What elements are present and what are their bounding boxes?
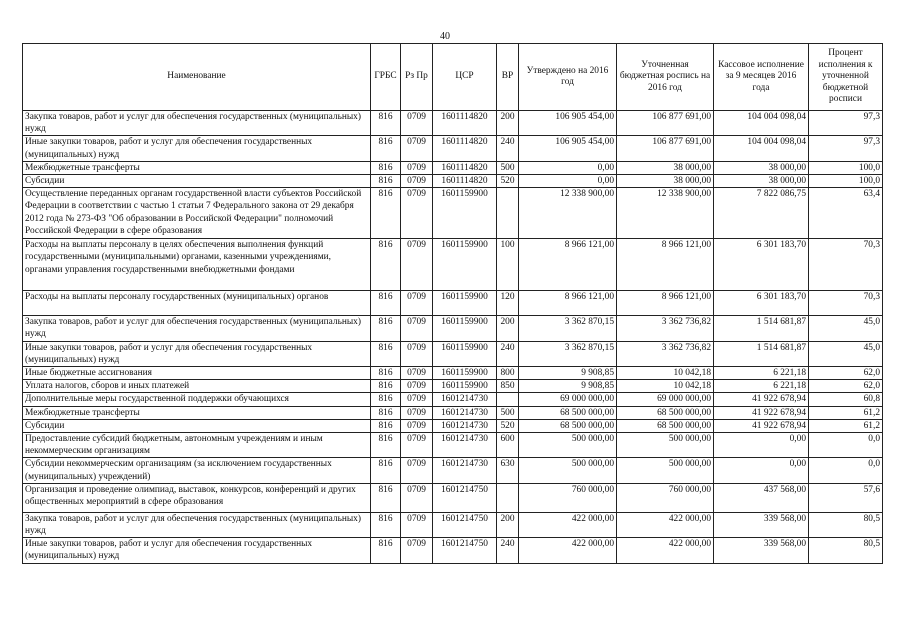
cell-percent: 61,2 [809, 406, 883, 419]
cell-approved: 9 908,85 [519, 380, 617, 393]
cell-percent: 0,0 [809, 458, 883, 483]
table-row [23, 433, 883, 458]
table-row [23, 316, 883, 341]
cell-vr: 200 [497, 111, 519, 136]
cell-name: Расходы на выплаты персоналу государственных (муниципальных) органов [23, 291, 371, 316]
cell-name: Субсидии некоммерческим организациям (за исключением государственных (муниципальных) учреждений) [23, 458, 371, 483]
cell-csr: 1601159900 [433, 291, 497, 316]
cell-name: Уплата налогов, сборов и иных платежей [23, 380, 371, 393]
cell-grbs: 816 [371, 393, 401, 406]
cell-percent: 97,3 [809, 136, 883, 161]
cell-cash: 6 221,18 [714, 367, 809, 380]
cell-revised: 760 000,00 [617, 483, 714, 512]
header-name: Наименование [23, 44, 371, 111]
cell-percent: 62,0 [809, 380, 883, 393]
cell-rzpr: 0709 [401, 406, 433, 419]
cell-approved: 3 362 870,15 [519, 316, 617, 341]
table-row [23, 161, 883, 174]
cell-approved: 8 966 121,00 [519, 291, 617, 316]
cell-approved: 106 905 454,00 [519, 111, 617, 136]
cell-approved: 9 908,85 [519, 367, 617, 380]
cell-rzpr: 0709 [401, 239, 433, 291]
cell-grbs: 816 [371, 483, 401, 512]
cell-cash: 1 514 681,87 [714, 316, 809, 341]
cell-name: Организация и проведение олимпиад, выставок, конкурсов, конференций и других общественных мероприятий в сфере образования [23, 483, 371, 512]
cell-cash: 339 568,00 [714, 512, 809, 537]
cell-revised: 68 500 000,00 [617, 406, 714, 419]
cell-csr: 1601159900 [433, 239, 497, 291]
cell-approved: 106 905 454,00 [519, 136, 617, 161]
table-row [23, 380, 883, 393]
cell-name: Иные закупки товаров, работ и услуг для обеспечения государственных (муниципальных) нужд [23, 136, 371, 161]
cell-cash: 1 514 681,87 [714, 341, 809, 366]
cell-rzpr: 0709 [401, 433, 433, 458]
cell-cash: 104 004 098,04 [714, 136, 809, 161]
cell-csr: 1601214750 [433, 512, 497, 537]
cell-revised: 8 966 121,00 [617, 291, 714, 316]
cell-rzpr: 0709 [401, 316, 433, 341]
cell-vr: 630 [497, 458, 519, 483]
cell-approved: 0,00 [519, 175, 617, 188]
cell-grbs: 816 [371, 538, 401, 563]
cell-percent: 70,3 [809, 239, 883, 291]
cell-rzpr: 0709 [401, 393, 433, 406]
cell-revised: 69 000 000,00 [617, 393, 714, 406]
cell-rzpr: 0709 [401, 111, 433, 136]
cell-rzpr: 0709 [401, 380, 433, 393]
cell-vr: 200 [497, 316, 519, 341]
cell-revised: 38 000,00 [617, 175, 714, 188]
cell-percent: 97,3 [809, 111, 883, 136]
cell-csr: 1601214730 [433, 393, 497, 406]
cell-revised: 500 000,00 [617, 433, 714, 458]
cell-cash: 6 221,18 [714, 380, 809, 393]
cell-name: Расходы на выплаты персоналу в целях обеспечения выполнения функций государственными (муниципальными) органами, казенными учреждениями, органами управления государственными внебюджетными фондами [23, 239, 371, 291]
cell-vr: 500 [497, 161, 519, 174]
cell-grbs: 816 [371, 161, 401, 174]
header-revised: Уточненная бюджетная роспись на 2016 год [617, 44, 714, 111]
table-row [23, 111, 883, 136]
cell-approved: 3 362 870,15 [519, 341, 617, 366]
cell-cash: 6 301 183,70 [714, 291, 809, 316]
cell-rzpr: 0709 [401, 367, 433, 380]
table-row [23, 483, 883, 512]
cell-rzpr: 0709 [401, 341, 433, 366]
cell-vr: 850 [497, 380, 519, 393]
cell-name: Осуществление переданных органам государственной власти субъектов Российской Федерации в соответствии с частью 1 статьи 7 Федерального закона от 29 декабря 2012 года № 273-ФЗ "Об образовании в Российской Федерации" полномочий Российской Федерации в сфере образования [23, 188, 371, 239]
cell-cash: 38 000,00 [714, 161, 809, 174]
cell-csr: 1601214730 [433, 458, 497, 483]
cell-cash: 38 000,00 [714, 175, 809, 188]
cell-rzpr: 0709 [401, 419, 433, 432]
cell-grbs: 816 [371, 136, 401, 161]
cell-revised: 10 042,18 [617, 380, 714, 393]
cell-rzpr: 0709 [401, 538, 433, 563]
cell-vr: 600 [497, 433, 519, 458]
table-body [23, 111, 883, 564]
cell-percent: 62,0 [809, 367, 883, 380]
cell-vr: 520 [497, 419, 519, 432]
cell-csr: 1601159900 [433, 367, 497, 380]
cell-csr: 1601214750 [433, 538, 497, 563]
cell-percent: 45,0 [809, 341, 883, 366]
cell-cash: 7 822 086,75 [714, 188, 809, 239]
cell-name: Предоставление субсидий бюджетным, автономным учреждениям и иным некоммерческим организациям [23, 433, 371, 458]
cell-percent: 63,4 [809, 188, 883, 239]
cell-csr: 1601214730 [433, 433, 497, 458]
cell-revised: 12 338 900,00 [617, 188, 714, 239]
header-grbs: ГРБС [371, 44, 401, 111]
header-approved: Утверждено на 2016 год [519, 44, 617, 111]
table-row [23, 341, 883, 366]
cell-percent: 57,6 [809, 483, 883, 512]
cell-approved: 760 000,00 [519, 483, 617, 512]
cell-csr: 1601214730 [433, 406, 497, 419]
cell-cash: 104 004 098,04 [714, 111, 809, 136]
cell-cash: 41 922 678,94 [714, 406, 809, 419]
cell-percent: 100,0 [809, 161, 883, 174]
header-rzpr: Рз Пр [401, 44, 433, 111]
cell-revised: 3 362 736,82 [617, 341, 714, 366]
budget-table [22, 43, 883, 564]
cell-vr: 500 [497, 406, 519, 419]
table-row [23, 458, 883, 483]
cell-grbs: 816 [371, 380, 401, 393]
cell-rzpr: 0709 [401, 458, 433, 483]
page-number: 40 [440, 31, 450, 42]
cell-cash: 437 568,00 [714, 483, 809, 512]
cell-percent: 60,8 [809, 393, 883, 406]
cell-rzpr: 0709 [401, 291, 433, 316]
cell-revised: 3 362 736,82 [617, 316, 714, 341]
cell-approved: 69 000 000,00 [519, 393, 617, 406]
cell-approved: 422 000,00 [519, 512, 617, 537]
cell-revised: 68 500 000,00 [617, 419, 714, 432]
cell-revised: 106 877 691,00 [617, 111, 714, 136]
cell-rzpr: 0709 [401, 512, 433, 537]
cell-vr: 800 [497, 367, 519, 380]
cell-revised: 38 000,00 [617, 161, 714, 174]
cell-revised: 422 000,00 [617, 538, 714, 563]
cell-vr [497, 188, 519, 239]
header-row [23, 44, 883, 111]
cell-vr: 520 [497, 175, 519, 188]
cell-name: Межбюджетные трансферты [23, 161, 371, 174]
cell-percent: 70,3 [809, 291, 883, 316]
cell-name: Иные закупки товаров, работ и услуг для обеспечения государственных (муниципальных) нужд [23, 341, 371, 366]
cell-csr: 1601159900 [433, 341, 497, 366]
cell-rzpr: 0709 [401, 175, 433, 188]
header-csr: ЦСР [433, 44, 497, 111]
cell-percent: 0,0 [809, 433, 883, 458]
cell-revised: 106 877 691,00 [617, 136, 714, 161]
cell-vr [497, 483, 519, 512]
header-percent: Процент исполнения к уточненной бюджетной росписи [809, 44, 883, 111]
cell-percent: 100,0 [809, 175, 883, 188]
cell-name: Субсидии [23, 175, 371, 188]
table-row [23, 512, 883, 537]
cell-grbs: 816 [371, 433, 401, 458]
cell-approved: 500 000,00 [519, 433, 617, 458]
table-row [23, 291, 883, 316]
cell-name: Субсидии [23, 419, 371, 432]
cell-grbs: 816 [371, 111, 401, 136]
cell-grbs: 816 [371, 406, 401, 419]
cell-vr: 100 [497, 239, 519, 291]
cell-grbs: 816 [371, 458, 401, 483]
table-row [23, 538, 883, 563]
cell-csr: 1601159900 [433, 188, 497, 239]
cell-percent: 80,5 [809, 538, 883, 563]
cell-csr: 1601159900 [433, 316, 497, 341]
cell-name: Закупка товаров, работ и услуг для обеспечения государственных (муниципальных) нужд [23, 316, 371, 341]
cell-rzpr: 0709 [401, 161, 433, 174]
table-row [23, 188, 883, 239]
cell-grbs: 816 [371, 291, 401, 316]
cell-vr [497, 393, 519, 406]
cell-name: Закупка товаров, работ и услуг для обеспечения государственных (муниципальных) нужд [23, 512, 371, 537]
table-row [23, 136, 883, 161]
table-row [23, 175, 883, 188]
cell-csr: 1601114820 [433, 136, 497, 161]
cell-grbs: 816 [371, 419, 401, 432]
cell-approved: 12 338 900,00 [519, 188, 617, 239]
cell-approved: 68 500 000,00 [519, 419, 617, 432]
cell-csr: 1601114820 [433, 111, 497, 136]
cell-grbs: 816 [371, 316, 401, 341]
cell-revised: 8 966 121,00 [617, 239, 714, 291]
cell-approved: 68 500 000,00 [519, 406, 617, 419]
cell-name: Межбюджетные трансферты [23, 406, 371, 419]
cell-cash: 41 922 678,94 [714, 419, 809, 432]
cell-grbs: 816 [371, 175, 401, 188]
cell-name: Закупка товаров, работ и услуг для обеспечения государственных (муниципальных) нужд [23, 111, 371, 136]
cell-vr: 240 [497, 341, 519, 366]
table-row [23, 367, 883, 380]
cell-grbs: 816 [371, 239, 401, 291]
cell-vr: 240 [497, 136, 519, 161]
cell-csr: 1601114820 [433, 175, 497, 188]
cell-cash: 0,00 [714, 433, 809, 458]
cell-revised: 500 000,00 [617, 458, 714, 483]
cell-percent: 45,0 [809, 316, 883, 341]
cell-percent: 61,2 [809, 419, 883, 432]
cell-csr: 1601159900 [433, 380, 497, 393]
cell-revised: 422 000,00 [617, 512, 714, 537]
header-vr: ВР [497, 44, 519, 111]
cell-approved: 422 000,00 [519, 538, 617, 563]
table-row [23, 419, 883, 432]
cell-approved: 8 966 121,00 [519, 239, 617, 291]
cell-rzpr: 0709 [401, 483, 433, 512]
cell-rzpr: 0709 [401, 136, 433, 161]
cell-cash: 6 301 183,70 [714, 239, 809, 291]
cell-vr: 200 [497, 512, 519, 537]
cell-percent: 80,5 [809, 512, 883, 537]
cell-grbs: 816 [371, 341, 401, 366]
cell-vr: 240 [497, 538, 519, 563]
cell-revised: 10 042,18 [617, 367, 714, 380]
cell-grbs: 816 [371, 188, 401, 239]
cell-vr: 120 [497, 291, 519, 316]
table-row [23, 239, 883, 291]
cell-csr: 1601214750 [433, 483, 497, 512]
cell-approved: 0,00 [519, 161, 617, 174]
header-cash: Кассовое исполнение за 9 месяцев 2016 года [714, 44, 809, 111]
table-row [23, 393, 883, 406]
cell-grbs: 816 [371, 512, 401, 537]
cell-name: Иные бюджетные ассигнования [23, 367, 371, 380]
cell-cash: 339 568,00 [714, 538, 809, 563]
cell-cash: 0,00 [714, 458, 809, 483]
cell-csr: 1601114820 [433, 161, 497, 174]
cell-csr: 1601214730 [433, 419, 497, 432]
cell-cash: 41 922 678,94 [714, 393, 809, 406]
cell-grbs: 816 [371, 367, 401, 380]
cell-approved: 500 000,00 [519, 458, 617, 483]
cell-rzpr: 0709 [401, 188, 433, 239]
cell-name: Дополнительные меры государственной поддержки обучающихся [23, 393, 371, 406]
cell-name: Иные закупки товаров, работ и услуг для обеспечения государственных (муниципальных) нужд [23, 538, 371, 563]
table-row [23, 406, 883, 419]
